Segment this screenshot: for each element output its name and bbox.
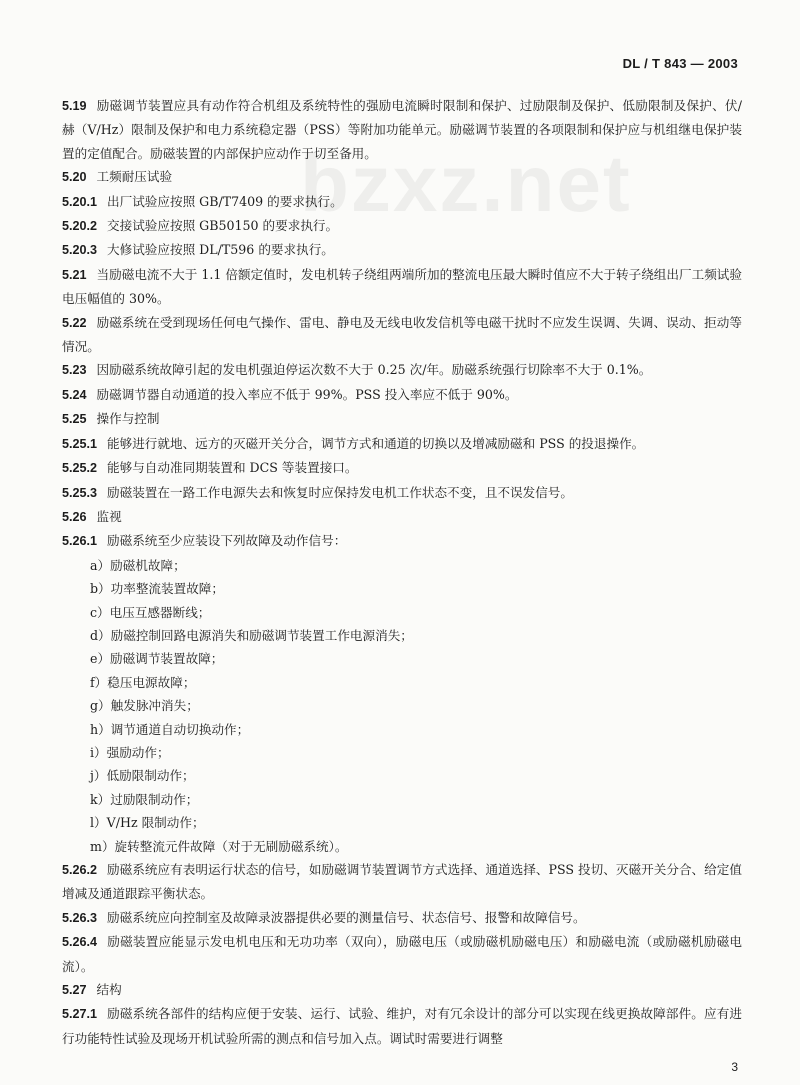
clause-text: 大修试验应按照 DL/T596 的要求执行。 [107,242,334,258]
clause-text: 工频耐压试验 [96,169,173,185]
clause-text: 励磁装置应能显示发电机电压和无功功率（双向），励磁电压（或励磁机励磁电压）和励磁电流（或励磁机励磁电流）。 [62,934,742,974]
clause-5-26 [62,505,742,529]
clause-text: 励磁装置在一路工作电源失去和恢复时应保持发电机工作状态不变，且不误发信号。 [107,484,573,500]
clause-text: 出厂试验应按照 GB/T7409 的要求执行。 [107,193,343,209]
clause-5-19 [62,94,742,165]
clause-number: 5.26.3 [62,910,98,925]
clause-5-26-3 [62,906,742,930]
clause-5-25-3 [62,481,742,505]
standard-code: DL / T 843 — 2003 [622,56,738,71]
clause-5-20 [62,165,742,189]
list-item: e）励磁调节装置故障； [90,651,224,667]
clause-text: 励磁系统应有表明运行状态的信号，如励磁调节装置调节方式选择、通道选择、PSS 投切、灭磁开关分合、给定值增减及通道跟踪平衡状态。 [62,862,742,902]
list-item: i）强励动作； [90,744,170,760]
clause-number: 5.20.3 [62,243,98,258]
clause-5-21 [62,263,742,311]
clause-5-24 [62,383,742,407]
list-item: g）触发脉冲消失； [90,698,199,714]
clause-5-25-1 [62,432,742,456]
clause-number: 5.23 [62,363,87,378]
clause-5-20-3 [62,238,742,262]
clause-number: 5.20.1 [62,194,98,209]
clause-number: 5.20 [62,170,87,185]
clause-text: 操作与控制 [96,411,160,427]
list-item: k）过励限制动作； [90,791,199,807]
clause-text: 交接试验应按照 GB50150 的要求执行。 [107,218,339,234]
clause-text: 励磁系统至少应装设下列故障及动作信号： [107,533,347,549]
clause-5-26-1 [62,529,742,553]
clause-number: 5.26 [62,509,87,524]
clause-number: 5.26.2 [62,863,98,877]
clause-5-25 [62,407,742,431]
clause-text: 当励磁电流不大于 1.1 倍额定值时，发电机转子绕组两端所加的整流电压最大瞬时值应不大于转子绕组出厂工频试验电压幅值的 30%。 [62,266,742,307]
clause-text: 励磁系统应向控制室及故障录波器提供必要的测量信号、状态信号、报警和故障信号。 [107,909,586,925]
clause-number: 5.26.4 [62,935,98,950]
list-item: m）旋转整流元件故障（对于无刷励磁系统）。 [90,838,348,854]
clause-number: 5.25.2 [62,461,98,476]
clause-5-27 [62,978,742,1002]
clause-number: 5.27 [62,983,87,998]
clause-number: 5.24 [62,387,87,402]
clause-text: 励磁系统各部件的结构应便于安装、运行、试验、维护，对有冗余设计的部分可以实现在线更换故障部件。应有进行功能特性试验及现场开机试验所需的测点和信号加入点。调试时需要进行调整 [62,1006,742,1046]
clause-5-27-1 [62,1002,742,1050]
clause-number: 5.25.1 [62,436,98,451]
clause-5-25-2 [62,456,742,480]
clause-text: 监视 [96,508,122,524]
clause-number: 5.25 [62,412,87,427]
clause-number: 5.26.1 [62,534,98,549]
clause-number: 5.27.1 [62,1007,98,1022]
clause-text: 励磁系统在受到现场任何电气操作、雷电、静电及无线电收发信机等电磁干扰时不应发生误调、失调、误动、拒动等情况。 [62,314,742,355]
clause-number: 5.25.3 [62,485,98,500]
clause-number: 5.20.2 [62,219,98,234]
list-item: l）V/Hz 限制动作； [90,815,205,831]
clause-number: 5.22 [62,315,87,330]
list-item: h）调节通道自动切换动作； [90,721,250,737]
list-item: d）励磁控制回路电源消失和励磁调节装置工作电源消失； [90,627,413,643]
list-item: f）稳压电源故障； [90,674,196,690]
clause-text: 励磁调节装置应具有动作符合机组及系统特性的强励电流瞬时限制和保护、过励限制及保护、低励限制及保护、伏/赫（V/Hz）限制及保护和电力系统稳定器（PSS）等附加功能单元。励磁调节装置的各项限制和保护应与机组继电保护装置的定值配合。励磁装置的内部保护应动作于切至备用。 [62,98,742,161]
clause-text: 能够进行就地、远方的灭磁开关分合，调节方式和通道的切换以及增减励磁和 PSS 的投退操作。 [107,435,645,451]
clause-5-26-4 [62,930,742,978]
list-item: b）功率整流装置故障； [90,581,224,597]
clause-text: 励磁调节器自动通道的投入率应不低于 99%。PSS 投入率应不低于 90%。 [96,386,518,402]
clause-5-23 [62,358,742,382]
list-item: a）励磁机故障； [90,557,186,573]
list-item: c）电压互感器断线； [90,604,211,620]
page-number: 3 [731,1060,738,1074]
clause-number: 5.19 [62,99,87,113]
clause-text: 能够与自动准同期装置和 DCS 等装置接口。 [107,460,358,476]
clause-5-20-2 [62,214,742,238]
list-item: j）低励限制动作； [90,768,195,784]
document-body [62,94,742,1050]
clause-5-26-2 [62,858,742,906]
clause-text: 结构 [96,982,122,998]
clause-5-20-1 [62,190,742,214]
clause-5-22 [62,311,742,359]
clause-text: 因励磁系统故障引起的发电机强迫停运次数不大于 0.25 次/年。励磁系统强行切除率不大于 0.1%。 [96,362,652,378]
clause-number: 5.21 [62,267,87,282]
watermark: bzxz.net [300,139,632,228]
